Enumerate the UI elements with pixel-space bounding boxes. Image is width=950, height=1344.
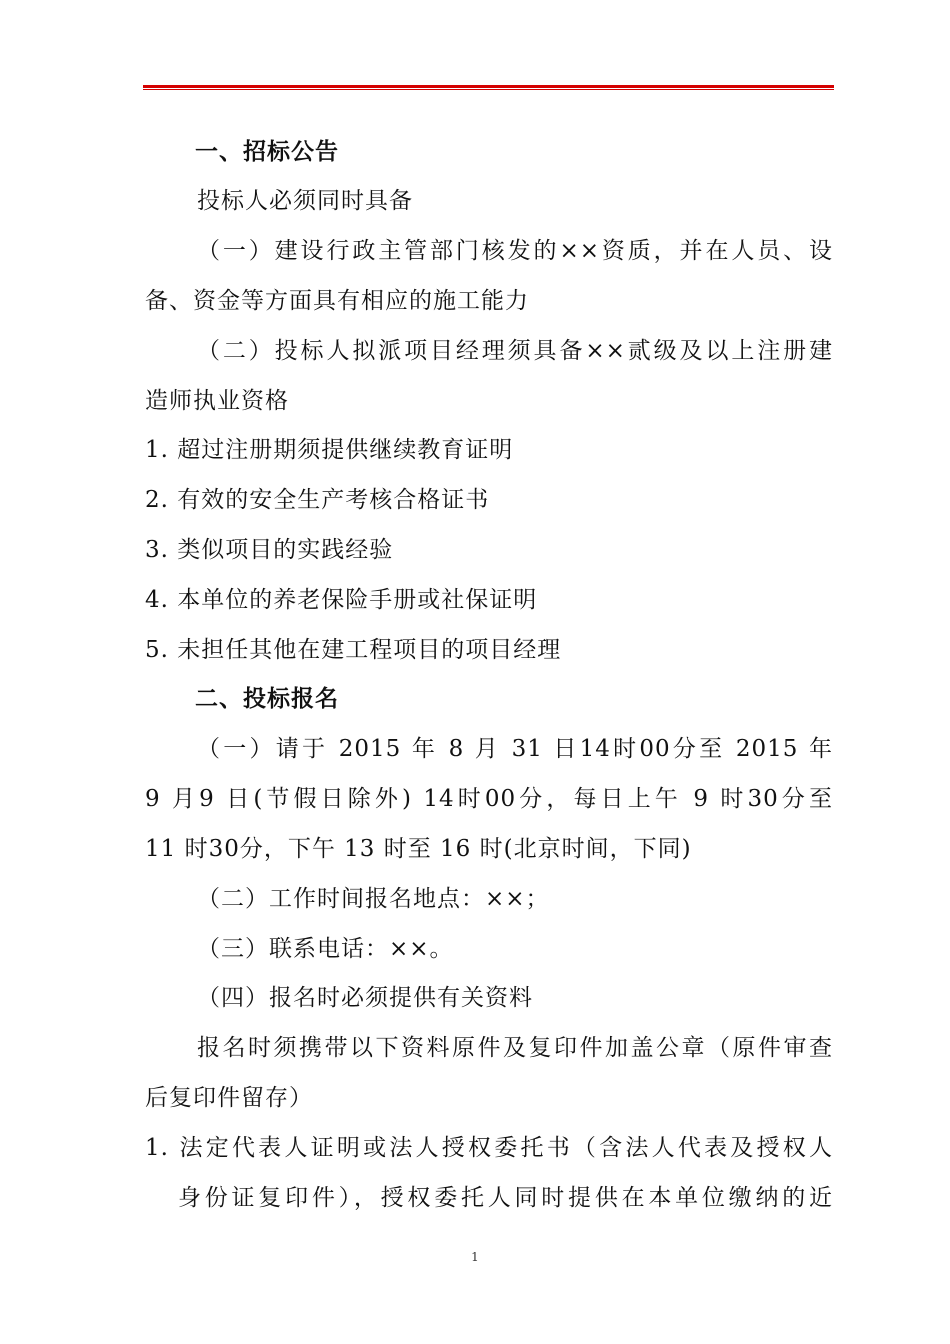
section2-item3: （三）联系电话：××。 xyxy=(197,936,454,962)
section1-heading: 一、招标公告 xyxy=(195,139,339,165)
section1-item2-line2: 造师执业资格 xyxy=(145,388,289,414)
list-item: 1. 超过注册期须提供继续教育证明 xyxy=(145,437,514,463)
section1-item1-line2: 备、资金等方面具有相应的施工能力 xyxy=(145,288,529,314)
list-item: 5. 未担任其他在建工程项目的项目经理 xyxy=(145,637,562,663)
section2-item1-line2: 9 月9 日(节假日除外) 14时00分，每日上午 9 时30分至 xyxy=(145,786,833,812)
list-item: 3. 类似项目的实践经验 xyxy=(145,537,394,563)
section1-item2-line1: （二）投标人拟派项目经理须具备××贰级及以上注册建 xyxy=(197,338,833,364)
section1-intro: 投标人必须同时具备 xyxy=(197,188,413,214)
section2-list1-line2: 身份证复印件），授权委托人同时提供在本单位缴纳的近 xyxy=(178,1185,833,1211)
section2-item4: （四）报名时必须提供有关资料 xyxy=(197,985,533,1011)
red-rule-thick xyxy=(143,85,834,88)
list-item: 4. 本单位的养老保险手册或社保证明 xyxy=(145,587,538,613)
red-rule-thin xyxy=(143,89,834,90)
section2-para-line1: 报名时须携带以下资料原件及复印件加盖公章（原件审查 xyxy=(197,1035,833,1061)
section2-item1-line1: （一）请于 2015 年 8 月 31 日14时00分至 2015 年 xyxy=(197,736,833,762)
section2-item2: （二）工作时间报名地点：××； xyxy=(197,886,550,912)
section2-item1-line3: 11 时30分，下午 13 时至 16 时(北京时间，下同) xyxy=(145,836,692,862)
header-red-rule xyxy=(143,85,834,90)
list-item: 2. 有效的安全生产考核合格证书 xyxy=(145,487,490,513)
section2-list1-line1: 1. 法定代表人证明或法人授权委托书（含法人代表及授权人 xyxy=(145,1135,833,1161)
section2-para-line2: 后复印件留存） xyxy=(145,1085,313,1111)
section2-heading: 二、投标报名 xyxy=(195,686,339,712)
page-number: 1 xyxy=(471,1250,479,1264)
section1-item1-line1: （一）建设行政主管部门核发的××资质，并在人员、设 xyxy=(197,238,833,264)
